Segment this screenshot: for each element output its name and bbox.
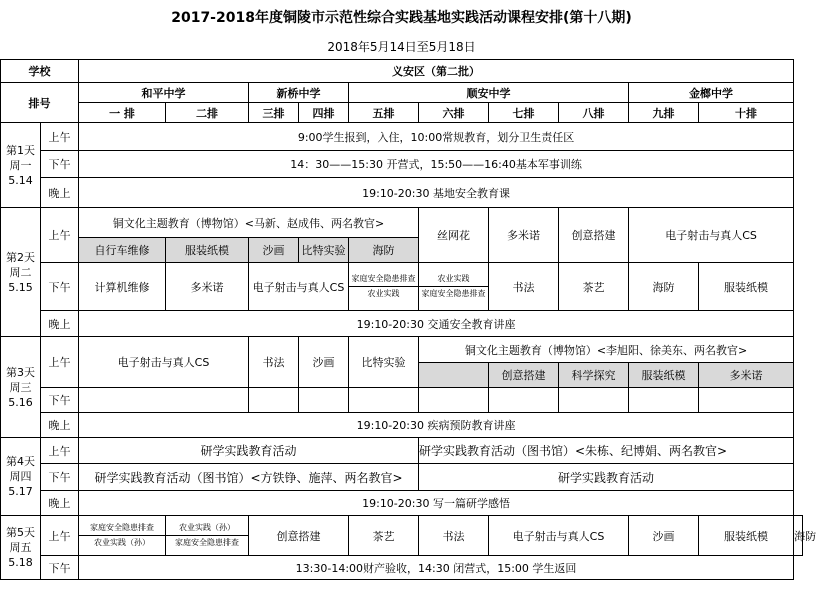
empty-cell <box>249 388 299 413</box>
day3-activity: 沙画 <box>299 337 349 388</box>
day5-activity: 沙画 <box>629 516 699 556</box>
day2-split-cell <box>349 263 419 311</box>
day4-afternoon-b: 研学实践教育活动 <box>419 464 794 491</box>
day2-split-cell <box>419 263 489 311</box>
period-afternoon: 下午 <box>41 388 79 413</box>
day2-activity: 海防 <box>629 263 699 311</box>
day2-activity: 电子射击与真人CS <box>629 208 794 263</box>
period-evening: 晚上 <box>41 413 79 438</box>
school-name: 新桥中学 <box>249 83 349 103</box>
period-afternoon: 下午 <box>41 464 79 491</box>
day1-morning: 9:00学生报到，入住，10:00常规教育，划分卫生责任区 <box>79 123 794 151</box>
empty-cell <box>419 388 489 413</box>
day3-morning-merged: 铜文化主题教育（博物馆）<李旭阳、徐美东、两名教官> <box>419 337 794 363</box>
split-top: 家庭安全隐患排查 <box>90 523 154 532</box>
day3-activity: 电子射击与真人CS <box>79 337 249 388</box>
school-name: 顺安中学 <box>349 83 629 103</box>
day2-activity: 服装纸模 <box>699 263 794 311</box>
day2-activity: 电子射击与真人CS <box>249 263 349 311</box>
day1-afternoon: 14：30——15:30 开营式，15:50——16:40基本军事训练 <box>79 151 794 178</box>
period-afternoon: 下午 <box>41 151 79 178</box>
day1-evening: 19:10-20:30 基地安全教育课 <box>79 178 794 208</box>
class-label: 八排 <box>559 103 629 123</box>
class-label: 九排 <box>629 103 699 123</box>
period-morning: 上午 <box>41 438 79 464</box>
school-name: 和平中学 <box>79 83 249 103</box>
period-morning: 上午 <box>41 516 79 556</box>
day2-activity: 茶艺 <box>559 263 629 311</box>
split-bottom: 家庭安全隐患排查 <box>166 535 248 550</box>
class-label: 七排 <box>489 103 559 123</box>
page-title: 2017-2018年度铜陵市示范性综合实践基地实践活动课程安排(第十八期) <box>171 10 632 26</box>
split-bottom: 农业实践（孙） <box>79 535 165 550</box>
day5-activity: 创意搭建 <box>249 516 349 556</box>
district-header: 义安区（第二批） <box>79 60 794 83</box>
class-label: 二排 <box>166 103 249 123</box>
period-morning: 上午 <box>41 123 79 151</box>
day5-split-cell <box>166 516 249 556</box>
class-label: 三排 <box>249 103 299 123</box>
day5-activity: 书法 <box>419 516 489 556</box>
day3-sub-blank <box>419 363 489 388</box>
day2-sub-activity: 自行车维修 <box>79 238 166 263</box>
day3-sub-activity: 多米诺 <box>699 363 794 388</box>
split-bottom: 农业实践 <box>349 286 418 301</box>
day2-sub-activity: 海防 <box>349 238 419 263</box>
day3-activity: 书法 <box>249 337 299 388</box>
day2-sub-activity: 沙画 <box>249 238 299 263</box>
class-label: 五排 <box>349 103 419 123</box>
split-bottom: 家庭安全隐患排查 <box>419 286 488 301</box>
school-name: 金榔中学 <box>629 83 794 103</box>
day2-activity: 多米诺 <box>166 263 249 311</box>
day-label: 第4天 周四 5.17 <box>1 438 41 516</box>
empty-cell <box>349 388 419 413</box>
day3-sub-activity: 创意搭建 <box>489 363 559 388</box>
day2-activity: 丝网花 <box>419 208 489 263</box>
day2-sub-activity: 服装纸模 <box>166 238 249 263</box>
period-morning: 上午 <box>41 337 79 388</box>
date-range: 2018年5月14日至5月18日 <box>327 40 476 54</box>
split-top: 农业实践 <box>437 274 470 283</box>
day4-morning-a: 研学实践教育活动 <box>79 438 419 464</box>
class-label: 十排 <box>699 103 794 123</box>
empty-cell <box>699 388 794 413</box>
day5-afternoon: 13:30-14:00财产验收，14:30 闭营式，15:00 学生返回 <box>79 556 794 580</box>
day-label: 第2天 周二 5.15 <box>1 208 41 337</box>
day5-split-cell <box>79 516 166 556</box>
class-header: 排号 <box>1 83 79 123</box>
day2-sub-activity: 比特实验 <box>299 238 349 263</box>
period-evening: 晚上 <box>41 178 79 208</box>
empty-cell <box>299 388 349 413</box>
day4-morning-b: 研学实践教育活动（图书馆）<朱栋、纪博娟、两名教官> <box>419 438 794 464</box>
period-afternoon: 下午 <box>41 556 79 580</box>
schedule-table <box>0 59 816 580</box>
day2-morning-merged: 铜文化主题教育（博物馆）<马新、赵成伟、两名教官> <box>79 208 419 238</box>
school-header: 学校 <box>1 60 79 83</box>
day-label: 第1天 周一 5.14 <box>1 123 41 208</box>
empty-cell <box>629 388 699 413</box>
day4-afternoon-a: 研学实践教育活动（图书馆）<方铁铮、施萍、两名教官> <box>79 464 419 491</box>
period-evening: 晚上 <box>41 311 79 337</box>
day-label: 第3天 周三 5.16 <box>1 337 41 438</box>
day3-evening: 19:10-20:30 疾病预防教育讲座 <box>79 413 794 438</box>
day3-activity: 比特实验 <box>349 337 419 388</box>
day4-evening: 19:10-20:30 写一篇研学感悟 <box>79 491 794 516</box>
split-top: 家庭安全隐患排查 <box>351 274 416 283</box>
empty-cell <box>79 388 249 413</box>
period-afternoon: 下午 <box>41 263 79 311</box>
day-label: 第5天 周五 5.18 <box>1 516 41 580</box>
split-top: 农业实践（孙） <box>179 523 235 532</box>
period-evening: 晚上 <box>41 491 79 516</box>
empty-cell <box>489 388 559 413</box>
day2-activity: 计算机维修 <box>79 263 166 311</box>
day2-activity: 书法 <box>489 263 559 311</box>
class-label: 一 排 <box>79 103 166 123</box>
day5-activity: 海防 <box>794 516 803 556</box>
day5-activity: 电子射击与真人CS <box>489 516 629 556</box>
day2-evening: 19:10-20:30 交通安全教育讲座 <box>79 311 794 337</box>
day2-activity: 创意搭建 <box>559 208 629 263</box>
day2-activity: 多米诺 <box>489 208 559 263</box>
day5-activity: 茶艺 <box>349 516 419 556</box>
empty-cell <box>559 388 629 413</box>
class-label: 六排 <box>419 103 489 123</box>
day3-sub-activity: 服装纸模 <box>629 363 699 388</box>
day3-sub-activity: 科学探究 <box>559 363 629 388</box>
class-label: 四排 <box>299 103 349 123</box>
period-morning: 上午 <box>41 208 79 263</box>
day5-activity: 服装纸模 <box>699 516 794 556</box>
